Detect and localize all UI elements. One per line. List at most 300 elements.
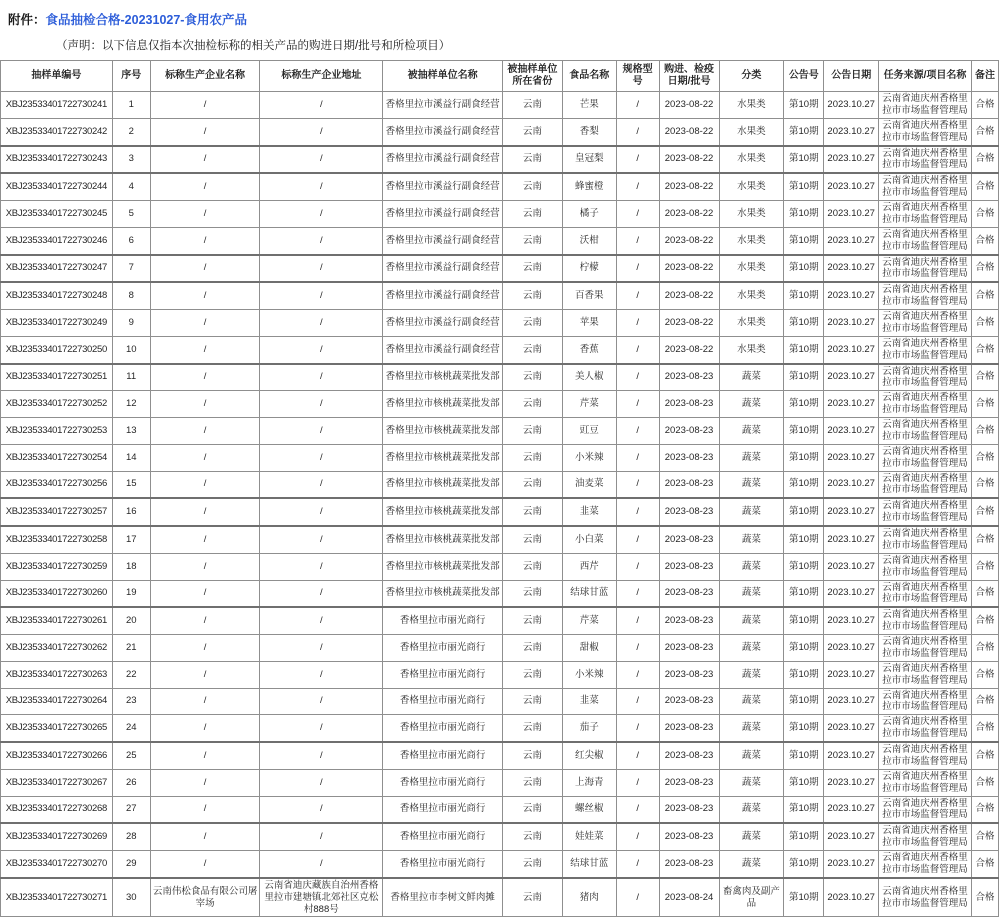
cell-remark: 合格	[971, 173, 998, 200]
cell-food_name: 韭菜	[562, 498, 616, 526]
cell-bulletin_no: 第10期	[784, 201, 824, 228]
cell-spec: /	[616, 823, 659, 850]
column-header-sample_no: 抽样单编号	[1, 61, 113, 92]
cell-producer_address: /	[260, 173, 383, 200]
cell-bulletin_date: 2023.10.27	[824, 418, 879, 445]
table-row	[1, 688, 999, 715]
table-row	[1, 118, 999, 145]
cell-remark: 合格	[971, 715, 998, 742]
cell-producer_address: /	[260, 580, 383, 607]
cell-spec: /	[616, 635, 659, 662]
cell-producer_address: 云南省迪庆藏族自治州香格里拉市建塘镇北郊社区克松村888号	[260, 878, 383, 917]
cell-task_source: 云南省迪庆州香格里拉市市场监督管理局	[879, 878, 972, 917]
table-row	[1, 742, 999, 769]
cell-seq: 22	[112, 661, 150, 688]
cell-bulletin_date: 2023.10.27	[824, 823, 879, 850]
cell-bulletin_date: 2023.10.27	[824, 661, 879, 688]
cell-purchase_date: 2023-08-22	[659, 118, 719, 145]
cell-spec: /	[616, 282, 659, 309]
cell-seq: 12	[112, 391, 150, 418]
cell-bulletin_no: 第10期	[784, 364, 824, 391]
cell-seq: 29	[112, 851, 150, 878]
cell-producer_address: /	[260, 336, 383, 363]
cell-seq: 7	[112, 255, 150, 283]
cell-seq: 15	[112, 471, 150, 498]
cell-producer_name: /	[150, 364, 260, 391]
cell-purchase_date: 2023-08-23	[659, 607, 719, 634]
cell-producer_name: /	[150, 336, 260, 363]
cell-producer_address: /	[260, 255, 383, 283]
cell-bulletin_date: 2023.10.27	[824, 364, 879, 391]
cell-task_source: 云南省迪庆州香格里拉市市场监督管理局	[879, 688, 972, 715]
cell-task_source: 云南省迪庆州香格里拉市市场监督管理局	[879, 364, 972, 391]
cell-task_source: 云南省迪庆州香格里拉市市场监督管理局	[879, 498, 972, 526]
cell-purchase_date: 2023-08-22	[659, 92, 719, 119]
cell-purchase_date: 2023-08-23	[659, 851, 719, 878]
cell-province: 云南	[502, 92, 562, 119]
cell-remark: 合格	[971, 526, 998, 553]
cell-category: 水果类	[719, 92, 784, 119]
cell-producer_address: /	[260, 201, 383, 228]
table-row	[1, 553, 999, 580]
cell-sample_no: XBJ23533401722730246	[1, 227, 113, 254]
cell-spec: /	[616, 526, 659, 553]
cell-sample_no: XBJ23533401722730267	[1, 769, 113, 796]
cell-seq: 30	[112, 878, 150, 917]
table-row	[1, 661, 999, 688]
cell-province: 云南	[502, 823, 562, 850]
cell-food_name: 橘子	[562, 201, 616, 228]
cell-sample_no: XBJ23533401722730260	[1, 580, 113, 607]
cell-bulletin_date: 2023.10.27	[824, 498, 879, 526]
table-row	[1, 715, 999, 742]
table-header-row	[1, 61, 999, 92]
cell-task_source: 云南省迪庆州香格里拉市市场监督管理局	[879, 444, 972, 471]
cell-seq: 10	[112, 336, 150, 363]
cell-food_name: 香蕉	[562, 336, 616, 363]
cell-remark: 合格	[971, 635, 998, 662]
cell-sampled_unit: 香格里拉市丽光商行	[383, 661, 503, 688]
cell-bulletin_date: 2023.10.27	[824, 92, 879, 119]
cell-purchase_date: 2023-08-23	[659, 364, 719, 391]
cell-sample_no: XBJ23533401722730245	[1, 201, 113, 228]
cell-sample_no: XBJ23533401722730269	[1, 823, 113, 850]
cell-producer_name: /	[150, 580, 260, 607]
cell-purchase_date: 2023-08-22	[659, 173, 719, 200]
cell-producer_name: /	[150, 92, 260, 119]
column-header-purchase_date: 购进、检疫日期/批号	[659, 61, 719, 92]
cell-sample_no: XBJ23533401722730261	[1, 607, 113, 634]
cell-province: 云南	[502, 851, 562, 878]
cell-sample_no: XBJ23533401722730264	[1, 688, 113, 715]
cell-province: 云南	[502, 498, 562, 526]
table-row	[1, 526, 999, 553]
cell-sampled_unit: 香格里拉市核桃蔬菜批发部	[383, 391, 503, 418]
cell-sampled_unit: 香格里拉市丽光商行	[383, 823, 503, 850]
cell-seq: 24	[112, 715, 150, 742]
cell-bulletin_no: 第10期	[784, 553, 824, 580]
cell-task_source: 云南省迪庆州香格里拉市市场监督管理局	[879, 635, 972, 662]
cell-producer_name: /	[150, 310, 260, 337]
cell-bulletin_date: 2023.10.27	[824, 851, 879, 878]
attachment-link[interactable]: 食品抽检合格-20231027-食用农产品	[45, 13, 247, 27]
cell-province: 云南	[502, 553, 562, 580]
cell-producer_name: /	[150, 444, 260, 471]
cell-sampled_unit: 香格里拉市溪益行副食经营	[383, 336, 503, 363]
cell-sampled_unit: 香格里拉市溪益行副食经营	[383, 92, 503, 119]
cell-spec: /	[616, 255, 659, 283]
cell-producer_address: /	[260, 364, 383, 391]
cell-food_name: 芒果	[562, 92, 616, 119]
cell-bulletin_no: 第10期	[784, 688, 824, 715]
cell-sampled_unit: 香格里拉市核桃蔬菜批发部	[383, 498, 503, 526]
cell-bulletin_date: 2023.10.27	[824, 173, 879, 200]
cell-producer_name: /	[150, 742, 260, 769]
cell-sampled_unit: 香格里拉市核桃蔬菜批发部	[383, 471, 503, 498]
cell-task_source: 云南省迪庆州香格里拉市市场监督管理局	[879, 769, 972, 796]
cell-producer_name: /	[150, 526, 260, 553]
cell-province: 云南	[502, 878, 562, 917]
cell-spec: /	[616, 364, 659, 391]
cell-sample_no: XBJ23533401722730254	[1, 444, 113, 471]
cell-seq: 1	[112, 92, 150, 119]
cell-task_source: 云南省迪庆州香格里拉市市场监督管理局	[879, 418, 972, 445]
cell-producer_address: /	[260, 823, 383, 850]
cell-category: 蔬菜	[719, 688, 784, 715]
table-row	[1, 635, 999, 662]
cell-food_name: 蜂蜜橙	[562, 173, 616, 200]
cell-producer_name: /	[150, 282, 260, 309]
cell-bulletin_no: 第10期	[784, 607, 824, 634]
cell-bulletin_no: 第10期	[784, 851, 824, 878]
cell-spec: /	[616, 227, 659, 254]
cell-province: 云南	[502, 526, 562, 553]
cell-food_name: 皇冠梨	[562, 146, 616, 174]
cell-bulletin_no: 第10期	[784, 391, 824, 418]
cell-seq: 11	[112, 364, 150, 391]
cell-task_source: 云南省迪庆州香格里拉市市场监督管理局	[879, 255, 972, 283]
cell-purchase_date: 2023-08-23	[659, 688, 719, 715]
table-row	[1, 851, 999, 878]
cell-category: 水果类	[719, 146, 784, 174]
cell-sampled_unit: 香格里拉市核桃蔬菜批发部	[383, 580, 503, 607]
cell-producer_address: /	[260, 118, 383, 145]
cell-seq: 25	[112, 742, 150, 769]
cell-purchase_date: 2023-08-23	[659, 769, 719, 796]
attachment-label: 附件：	[8, 13, 46, 27]
cell-bulletin_date: 2023.10.27	[824, 553, 879, 580]
cell-producer_name: /	[150, 553, 260, 580]
column-header-food_name: 食品名称	[562, 61, 616, 92]
cell-sample_no: XBJ23533401722730270	[1, 851, 113, 878]
table-row	[1, 201, 999, 228]
cell-province: 云南	[502, 227, 562, 254]
cell-bulletin_date: 2023.10.27	[824, 878, 879, 917]
cell-producer_address: /	[260, 227, 383, 254]
cell-bulletin_no: 第10期	[784, 227, 824, 254]
cell-category: 水果类	[719, 173, 784, 200]
cell-producer_address: /	[260, 607, 383, 634]
cell-category: 蔬菜	[719, 471, 784, 498]
cell-purchase_date: 2023-08-22	[659, 227, 719, 254]
cell-category: 蔬菜	[719, 742, 784, 769]
column-header-bulletin_date: 公告日期	[824, 61, 879, 92]
cell-bulletin_no: 第10期	[784, 310, 824, 337]
cell-bulletin_date: 2023.10.27	[824, 118, 879, 145]
cell-remark: 合格	[971, 146, 998, 174]
cell-bulletin_date: 2023.10.27	[824, 336, 879, 363]
cell-sampled_unit: 香格里拉市丽光商行	[383, 769, 503, 796]
table-row	[1, 364, 999, 391]
cell-sample_no: XBJ23533401722730252	[1, 391, 113, 418]
cell-food_name: 苹果	[562, 310, 616, 337]
cell-producer_name: /	[150, 823, 260, 850]
cell-purchase_date: 2023-08-23	[659, 444, 719, 471]
cell-producer_name: /	[150, 227, 260, 254]
cell-remark: 合格	[971, 391, 998, 418]
column-header-remark: 备注	[971, 61, 998, 92]
table-row	[1, 878, 999, 917]
cell-sampled_unit: 香格里拉市丽光商行	[383, 635, 503, 662]
cell-food_name: 沃柑	[562, 227, 616, 254]
cell-sample_no: XBJ23533401722730253	[1, 418, 113, 445]
cell-food_name: 小白菜	[562, 526, 616, 553]
cell-remark: 合格	[971, 688, 998, 715]
cell-remark: 合格	[971, 227, 998, 254]
cell-spec: /	[616, 796, 659, 823]
cell-sampled_unit: 香格里拉市丽光商行	[383, 851, 503, 878]
cell-remark: 合格	[971, 92, 998, 119]
cell-producer_address: /	[260, 661, 383, 688]
cell-producer_name: /	[150, 769, 260, 796]
cell-task_source: 云南省迪庆州香格里拉市市场监督管理局	[879, 823, 972, 850]
cell-bulletin_date: 2023.10.27	[824, 607, 879, 634]
cell-category: 蔬菜	[719, 635, 784, 662]
cell-spec: /	[616, 146, 659, 174]
table-row	[1, 336, 999, 363]
cell-food_name: 小米辣	[562, 444, 616, 471]
cell-remark: 合格	[971, 444, 998, 471]
cell-sampled_unit: 香格里拉市李树文鲜肉摊	[383, 878, 503, 917]
table-row	[1, 310, 999, 337]
cell-province: 云南	[502, 418, 562, 445]
cell-seq: 18	[112, 553, 150, 580]
cell-seq: 13	[112, 418, 150, 445]
cell-spec: /	[616, 878, 659, 917]
cell-producer_name: /	[150, 471, 260, 498]
cell-purchase_date: 2023-08-23	[659, 418, 719, 445]
cell-province: 云南	[502, 580, 562, 607]
cell-remark: 合格	[971, 201, 998, 228]
cell-producer_name: /	[150, 255, 260, 283]
table-row	[1, 173, 999, 200]
cell-province: 云南	[502, 255, 562, 283]
table-row	[1, 282, 999, 309]
cell-food_name: 韭菜	[562, 688, 616, 715]
cell-task_source: 云南省迪庆州香格里拉市市场监督管理局	[879, 715, 972, 742]
table-row	[1, 146, 999, 174]
table-row	[1, 498, 999, 526]
cell-province: 云南	[502, 635, 562, 662]
cell-sample_no: XBJ23533401722730243	[1, 146, 113, 174]
cell-producer_address: /	[260, 715, 383, 742]
declaration-note: （声明：以下信息仅指本次抽检标称的相关产品的购进日期/批号和所检项目）	[56, 40, 451, 52]
cell-task_source: 云南省迪庆州香格里拉市市场监督管理局	[879, 851, 972, 878]
cell-province: 云南	[502, 336, 562, 363]
cell-spec: /	[616, 851, 659, 878]
cell-task_source: 云南省迪庆州香格里拉市市场监督管理局	[879, 92, 972, 119]
cell-food_name: 结球甘蓝	[562, 851, 616, 878]
cell-spec: /	[616, 418, 659, 445]
cell-sampled_unit: 香格里拉市丽光商行	[383, 796, 503, 823]
cell-sampled_unit: 香格里拉市溪益行副食经营	[383, 201, 503, 228]
cell-food_name: 甜椒	[562, 635, 616, 662]
cell-seq: 17	[112, 526, 150, 553]
cell-spec: /	[616, 201, 659, 228]
cell-sample_no: XBJ23533401722730248	[1, 282, 113, 309]
cell-bulletin_date: 2023.10.27	[824, 688, 879, 715]
cell-category: 蔬菜	[719, 391, 784, 418]
cell-bulletin_no: 第10期	[784, 661, 824, 688]
cell-spec: /	[616, 444, 659, 471]
cell-bulletin_no: 第10期	[784, 526, 824, 553]
cell-category: 蔬菜	[719, 796, 784, 823]
cell-category: 蔬菜	[719, 580, 784, 607]
cell-remark: 合格	[971, 255, 998, 283]
cell-category: 水果类	[719, 255, 784, 283]
cell-province: 云南	[502, 364, 562, 391]
cell-category: 蔬菜	[719, 364, 784, 391]
cell-sample_no: XBJ23533401722730265	[1, 715, 113, 742]
cell-producer_name: /	[150, 635, 260, 662]
cell-food_name: 娃娃菜	[562, 823, 616, 850]
cell-seq: 19	[112, 580, 150, 607]
cell-food_name: 红尖椒	[562, 742, 616, 769]
cell-food_name: 柠檬	[562, 255, 616, 283]
cell-sample_no: XBJ23533401722730241	[1, 92, 113, 119]
cell-producer_name: /	[150, 661, 260, 688]
cell-purchase_date: 2023-08-23	[659, 498, 719, 526]
cell-bulletin_date: 2023.10.27	[824, 282, 879, 309]
cell-sampled_unit: 香格里拉市溪益行副食经营	[383, 282, 503, 309]
cell-remark: 合格	[971, 607, 998, 634]
cell-purchase_date: 2023-08-23	[659, 661, 719, 688]
cell-province: 云南	[502, 688, 562, 715]
cell-sample_no: XBJ23533401722730242	[1, 118, 113, 145]
cell-food_name: 上海青	[562, 769, 616, 796]
cell-sampled_unit: 香格里拉市丽光商行	[383, 688, 503, 715]
cell-category: 蔬菜	[719, 553, 784, 580]
cell-bulletin_no: 第10期	[784, 418, 824, 445]
table-row	[1, 418, 999, 445]
cell-purchase_date: 2023-08-23	[659, 553, 719, 580]
cell-food_name: 美人椒	[562, 364, 616, 391]
cell-producer_address: /	[260, 471, 383, 498]
cell-province: 云南	[502, 391, 562, 418]
cell-province: 云南	[502, 201, 562, 228]
cell-producer_address: /	[260, 444, 383, 471]
cell-purchase_date: 2023-08-24	[659, 878, 719, 917]
cell-sample_no: XBJ23533401722730258	[1, 526, 113, 553]
cell-bulletin_no: 第10期	[784, 173, 824, 200]
cell-food_name: 螺丝椒	[562, 796, 616, 823]
cell-task_source: 云南省迪庆州香格里拉市市场监督管理局	[879, 173, 972, 200]
cell-producer_name: /	[150, 851, 260, 878]
cell-sampled_unit: 香格里拉市丽光商行	[383, 715, 503, 742]
cell-category: 蔬菜	[719, 526, 784, 553]
cell-category: 蔬菜	[719, 715, 784, 742]
cell-producer_address: /	[260, 553, 383, 580]
cell-task_source: 云南省迪庆州香格里拉市市场监督管理局	[879, 471, 972, 498]
cell-category: 蔬菜	[719, 851, 784, 878]
cell-remark: 合格	[971, 769, 998, 796]
cell-spec: /	[616, 742, 659, 769]
cell-spec: /	[616, 498, 659, 526]
cell-category: 水果类	[719, 336, 784, 363]
cell-bulletin_date: 2023.10.27	[824, 310, 879, 337]
cell-bulletin_date: 2023.10.27	[824, 715, 879, 742]
inspection-results-table	[0, 60, 999, 917]
cell-task_source: 云南省迪庆州香格里拉市市场监督管理局	[879, 742, 972, 769]
cell-producer_name: /	[150, 173, 260, 200]
cell-producer_name: /	[150, 118, 260, 145]
column-header-spec: 规格型号	[616, 61, 659, 92]
cell-spec: /	[616, 391, 659, 418]
cell-food_name: 西芹	[562, 553, 616, 580]
cell-sampled_unit: 香格里拉市核桃蔬菜批发部	[383, 364, 503, 391]
cell-task_source: 云南省迪庆州香格里拉市市场监督管理局	[879, 796, 972, 823]
cell-category: 蔬菜	[719, 498, 784, 526]
cell-spec: /	[616, 336, 659, 363]
cell-seq: 6	[112, 227, 150, 254]
cell-province: 云南	[502, 715, 562, 742]
cell-producer_address: /	[260, 391, 383, 418]
cell-province: 云南	[502, 661, 562, 688]
cell-province: 云南	[502, 742, 562, 769]
cell-bulletin_no: 第10期	[784, 92, 824, 119]
cell-category: 水果类	[719, 227, 784, 254]
cell-category: 水果类	[719, 282, 784, 309]
cell-task_source: 云南省迪庆州香格里拉市市场监督管理局	[879, 526, 972, 553]
cell-purchase_date: 2023-08-23	[659, 526, 719, 553]
cell-bulletin_date: 2023.10.27	[824, 580, 879, 607]
column-header-province: 被抽样单位所在省份	[502, 61, 562, 92]
cell-seq: 21	[112, 635, 150, 662]
cell-remark: 合格	[971, 418, 998, 445]
cell-producer_address: /	[260, 310, 383, 337]
cell-sampled_unit: 香格里拉市核桃蔬菜批发部	[383, 553, 503, 580]
cell-sampled_unit: 香格里拉市核桃蔬菜批发部	[383, 444, 503, 471]
cell-producer_name: /	[150, 607, 260, 634]
cell-sample_no: XBJ23533401722730249	[1, 310, 113, 337]
cell-category: 水果类	[719, 118, 784, 145]
cell-producer_name: /	[150, 146, 260, 174]
cell-bulletin_no: 第10期	[784, 336, 824, 363]
cell-category: 蔬菜	[719, 769, 784, 796]
cell-task_source: 云南省迪庆州香格里拉市市场监督管理局	[879, 580, 972, 607]
cell-spec: /	[616, 92, 659, 119]
cell-remark: 合格	[971, 580, 998, 607]
cell-bulletin_date: 2023.10.27	[824, 444, 879, 471]
cell-category: 蔬菜	[719, 661, 784, 688]
cell-purchase_date: 2023-08-22	[659, 255, 719, 283]
cell-remark: 合格	[971, 661, 998, 688]
cell-spec: /	[616, 688, 659, 715]
cell-seq: 26	[112, 769, 150, 796]
cell-bulletin_date: 2023.10.27	[824, 796, 879, 823]
cell-sample_no: XBJ23533401722730244	[1, 173, 113, 200]
cell-food_name: 茄子	[562, 715, 616, 742]
